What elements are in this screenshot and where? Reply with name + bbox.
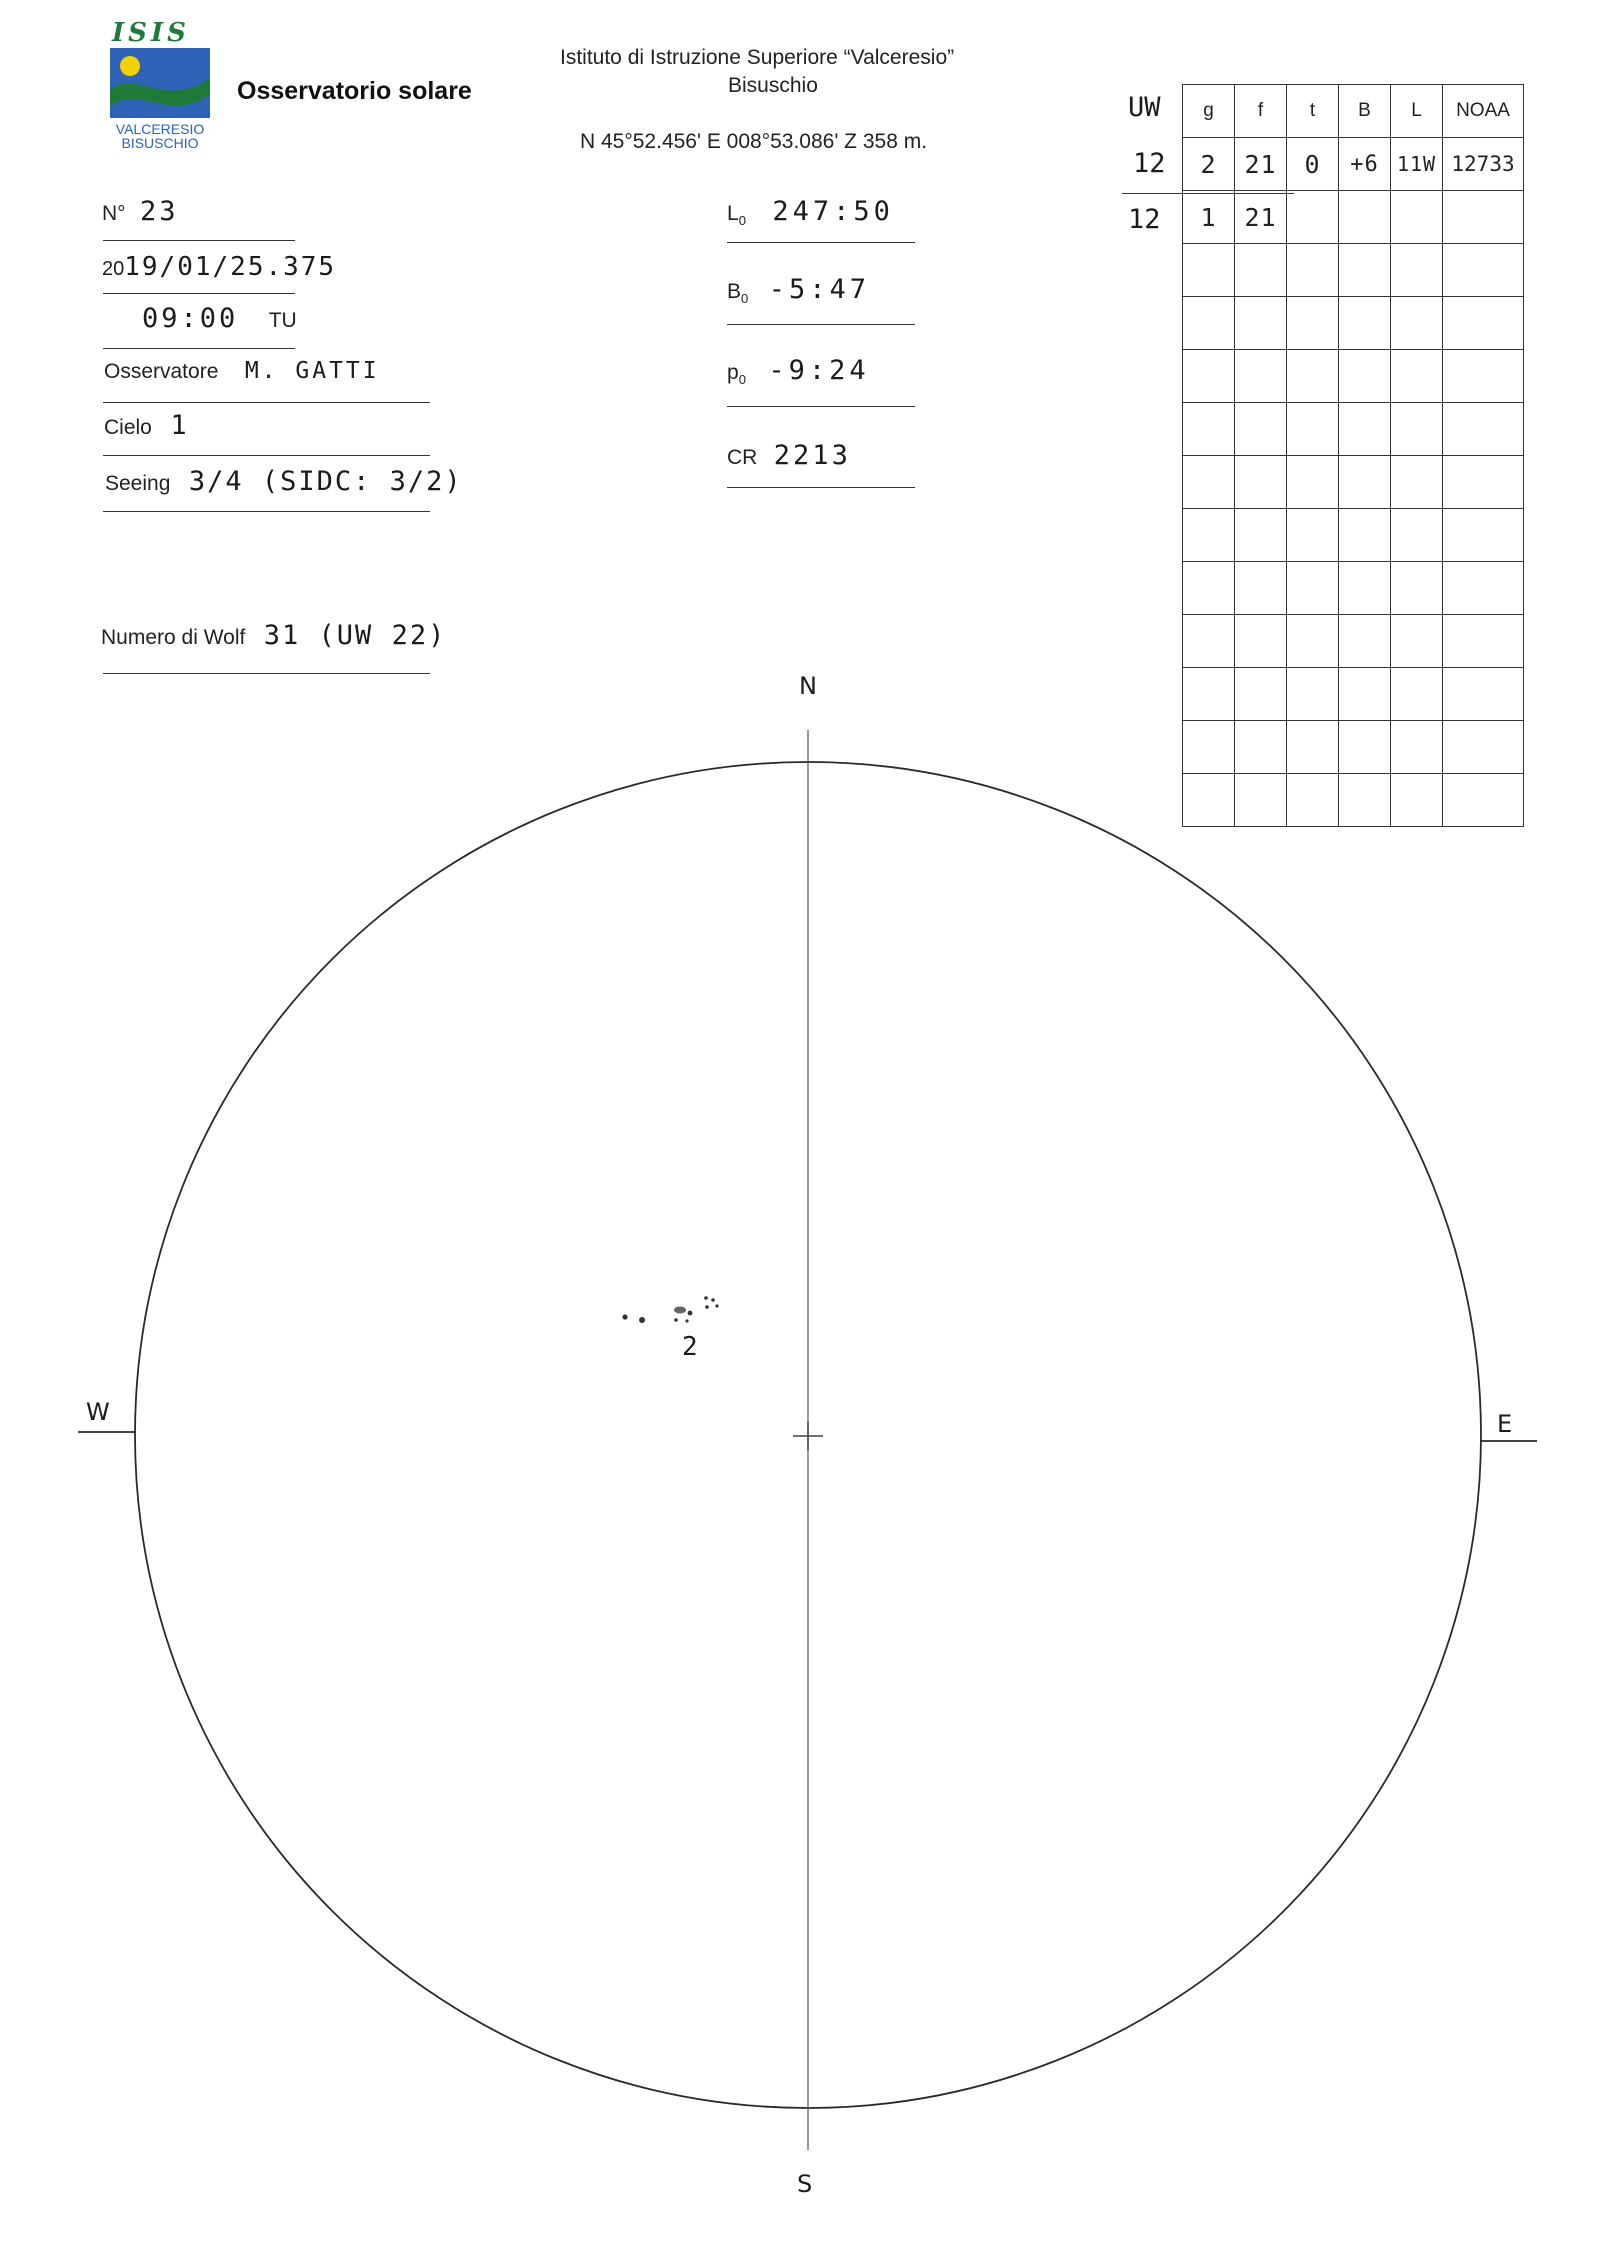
sunspot bbox=[674, 1307, 686, 1314]
institute-town: Bisuschio bbox=[728, 74, 818, 97]
p0-value: -9:24 bbox=[768, 355, 870, 386]
b0-label-sub: 0 bbox=[741, 291, 749, 307]
table-header-cell: t bbox=[1287, 85, 1339, 138]
table-cell: 11W bbox=[1391, 138, 1443, 191]
sunspot bbox=[705, 1305, 709, 1309]
sunspot-group-label: 2 bbox=[682, 1332, 698, 1362]
number-value: 23 bbox=[140, 196, 179, 227]
date-value: 19/01/25.375 bbox=[124, 252, 337, 282]
sunspot bbox=[685, 1319, 688, 1322]
sunspot bbox=[715, 1304, 718, 1307]
table-header-cell: NOAA bbox=[1443, 85, 1524, 138]
number-label: N° bbox=[102, 202, 126, 225]
east-label: E bbox=[1497, 1410, 1513, 1438]
sunspot bbox=[711, 1298, 715, 1302]
cr-label: CR bbox=[727, 446, 758, 469]
observer-label: Osservatore bbox=[104, 360, 219, 383]
sunspot bbox=[688, 1311, 693, 1316]
p0-label-letter: p bbox=[727, 361, 739, 384]
sunspot bbox=[639, 1317, 645, 1323]
seeing-label: Seeing bbox=[105, 472, 171, 495]
north-label: N bbox=[799, 672, 817, 700]
sunspot bbox=[674, 1318, 678, 1322]
table-header-cell: g bbox=[1183, 85, 1235, 138]
sunspot-group bbox=[622, 1296, 718, 1323]
table-side-row-2: 12 bbox=[1128, 204, 1161, 235]
table-header-cell: L bbox=[1391, 85, 1443, 138]
table-header-cell: f bbox=[1235, 85, 1287, 138]
table-cell: 21 bbox=[1235, 191, 1287, 244]
date-printed-prefix: 20 bbox=[102, 258, 125, 280]
cr-value: 2213 bbox=[773, 440, 851, 471]
table-side-header: UW bbox=[1128, 92, 1161, 123]
table-cell: 0 bbox=[1287, 138, 1339, 191]
l0-value: 247:50 bbox=[772, 196, 894, 227]
south-label: S bbox=[797, 2170, 813, 2198]
b0-label-letter: B bbox=[727, 280, 742, 303]
b0-value: -5:47 bbox=[768, 274, 870, 305]
table-header-cell: B bbox=[1339, 85, 1391, 138]
west-label: W bbox=[86, 1398, 110, 1426]
l0-label-letter: L bbox=[727, 202, 739, 225]
logo-caption-line-2: BISUSCHIO bbox=[121, 135, 199, 151]
time-value: 09:00 bbox=[142, 303, 239, 334]
p0-label-sub: 0 bbox=[738, 372, 746, 388]
sky-value: 1 bbox=[170, 410, 190, 441]
table-cell: +6 bbox=[1339, 138, 1391, 191]
time-unit: TU bbox=[268, 309, 297, 332]
table-cell: 1 bbox=[1183, 191, 1235, 244]
sunspot bbox=[622, 1314, 627, 1319]
sunspot bbox=[704, 1296, 708, 1300]
table-cell: 2 bbox=[1183, 138, 1235, 191]
table-cell: 12733 bbox=[1443, 138, 1524, 191]
l0-label-sub: 0 bbox=[738, 213, 746, 229]
logo-caption-line-1: VALCERESIO bbox=[115, 121, 205, 137]
observatory-coordinates: N 45°52.456' E 008°53.086' Z 358 m. bbox=[580, 130, 928, 153]
table-cell: 21 bbox=[1235, 138, 1287, 191]
wolf-value: 31 (UW 22) bbox=[263, 620, 447, 651]
institute-name: Istituto di Istruzione Superiore “Valceresio” bbox=[560, 46, 955, 69]
seeing-value: 3/4 (SIDC: 3/2) bbox=[188, 466, 463, 497]
page-title: Osservatorio solare bbox=[237, 77, 472, 105]
wolf-label: Numero di Wolf bbox=[101, 626, 246, 649]
observer-value: M. GATTI bbox=[244, 358, 380, 384]
sky-label: Cielo bbox=[104, 416, 152, 439]
logo-text: ISIS bbox=[112, 18, 190, 48]
table-side-row-1: 12 bbox=[1133, 148, 1166, 179]
